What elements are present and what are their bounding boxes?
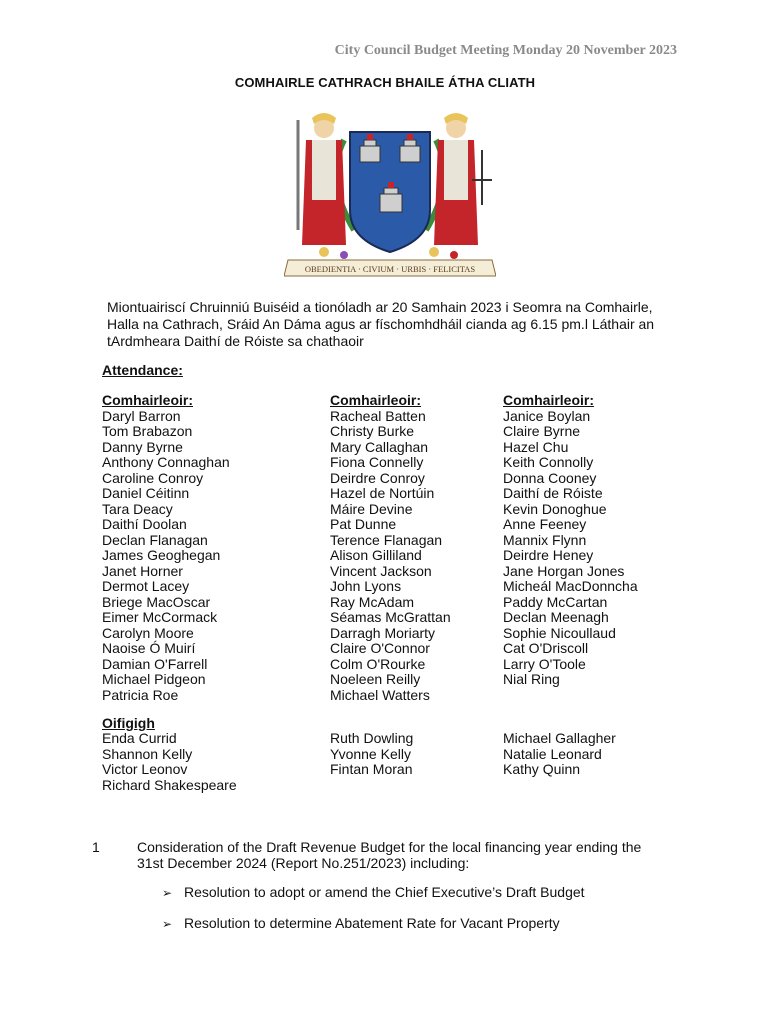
attendee-name: Declan Flanagan bbox=[102, 531, 208, 548]
attendee-name: Daithí Doolan bbox=[102, 516, 187, 532]
attendee-name: Briege MacOscar bbox=[102, 593, 211, 610]
attendee-name: Darragh Moriarty bbox=[330, 624, 436, 641]
official-name: Natalie Leonard bbox=[503, 745, 602, 762]
attendee-name: Damian O'Farrell bbox=[102, 655, 208, 672]
attendee-name: Pat Dunne bbox=[330, 516, 397, 532]
attendee-name: Keith Connolly bbox=[503, 454, 594, 470]
official-name: Richard Shakespeare bbox=[102, 776, 237, 793]
attendee-name: Patricia Roe bbox=[102, 686, 179, 703]
agenda-bullet bbox=[162, 884, 585, 900]
attendee-name: Tom Brabazon bbox=[102, 423, 193, 439]
attendee-name: Cat O'Driscoll bbox=[503, 640, 589, 656]
officials-heading: Oifigigh bbox=[102, 715, 155, 731]
attendee-name: Sophie Nicoullaud bbox=[503, 624, 616, 641]
arrow-bullet-icon: ➢ bbox=[162, 886, 173, 900]
official-name: Ruth Dowling bbox=[330, 730, 414, 746]
attendee-name: Declan Meenagh bbox=[503, 609, 609, 625]
attendee-name: Michael Watters bbox=[330, 686, 430, 703]
attendee-name: Ray McAdam bbox=[330, 593, 415, 610]
attendee-name: Hazel de Nortúin bbox=[330, 485, 435, 501]
attendee-name: Janice Boylan bbox=[503, 407, 591, 424]
attendance-column-2 bbox=[330, 393, 451, 703]
column-heading: Comhairleoir: bbox=[503, 392, 595, 408]
attendee-name: Naoise Ó Muirí bbox=[102, 640, 196, 656]
attendee-name: Daniel Céitinn bbox=[102, 485, 190, 501]
officials-column-1 bbox=[102, 731, 237, 793]
official-name: Michael Gallagher bbox=[503, 730, 616, 746]
attendee-name: Carolyn Moore bbox=[102, 624, 194, 641]
attendee-name: Larry O'Toole bbox=[503, 655, 586, 672]
column-heading: Comhairleoir: bbox=[330, 392, 422, 408]
attendee-name: Deirdre Heney bbox=[503, 547, 594, 563]
bullet-text: Resolution to adopt or amend the Chief Executive’s Draft Budget bbox=[184, 884, 585, 900]
bullet-text: Resolution to determine Abatement Rate for Vacant Property bbox=[184, 915, 560, 931]
attendee-name: Daryl Barron bbox=[102, 407, 181, 424]
attendee-name: Racheal Batten bbox=[330, 407, 426, 424]
attendee-name: Noeleen Reilly bbox=[330, 671, 421, 687]
attendance-column-3 bbox=[503, 393, 638, 688]
attendee-name: Dermot Lacey bbox=[102, 578, 190, 594]
attendee-name: Séamas McGrattan bbox=[330, 609, 451, 625]
attendee-name: Jane Horgan Jones bbox=[503, 562, 625, 579]
attendee-name: Deirdre Conroy bbox=[330, 469, 425, 486]
attendee-name: Kevin Donoghue bbox=[503, 500, 607, 517]
official-name: Victor Leonov bbox=[102, 761, 188, 777]
council-title: COMHAIRLE CATHRACH BHAILE ÁTHA CLIATH bbox=[234, 75, 536, 90]
attendee-name: Tara Deacy bbox=[102, 500, 173, 517]
attendee-name: Donna Cooney bbox=[503, 469, 597, 486]
attendee-name: Christy Burke bbox=[330, 423, 415, 439]
attendee-name: Claire Byrne bbox=[503, 423, 581, 439]
attendee-name: Caroline Conroy bbox=[102, 469, 204, 486]
arrow-bullet-icon: ➢ bbox=[162, 917, 173, 931]
officials-column-2 bbox=[330, 731, 413, 778]
agenda-item-text: Consideration of the Draft Revenue Budget for the local financing year ending the 31st December 2024 (Report No.251/2023) including: bbox=[137, 839, 642, 871]
attendee-name: Paddy McCartan bbox=[503, 593, 608, 610]
attendee-name: Daithí de Róiste bbox=[503, 485, 603, 501]
official-name: Enda Currid bbox=[102, 730, 177, 746]
attendee-name: Eimer McCormack bbox=[102, 609, 218, 625]
attendee-name: Vincent Jackson bbox=[330, 562, 432, 579]
attendee-name: Nial Ring bbox=[503, 671, 560, 687]
attendee-name: Anne Feeney bbox=[503, 516, 587, 532]
attendee-name: Terence Flanagan bbox=[330, 531, 443, 548]
attendee-name: Alison Gilliland bbox=[330, 547, 422, 563]
attendee-name: John Lyons bbox=[330, 578, 402, 594]
official-name: Fintan Moran bbox=[330, 761, 413, 777]
intro-paragraph: Miontuairiscí Chruinniú Buiséid a tionóladh ar 20 Samhain 2023 i Seomra na Comhairle, Halla na Cathrach, Sráid An Dáma agus ar físchomhdháil cianda ag 6.15 pm.l Láthair an tArdmheara Daithí de Róiste sa chathaoir bbox=[107, 299, 655, 349]
meeting-header: City Council Budget Meeting Monday 20 November 2023 bbox=[334, 43, 677, 58]
attendee-name: Mannix Flynn bbox=[503, 531, 587, 548]
attendance-column-1 bbox=[102, 393, 230, 703]
column-heading: Comhairleoir: bbox=[102, 392, 194, 408]
agenda-bullet bbox=[162, 915, 560, 931]
attendee-name: Michael Pidgeon bbox=[102, 671, 206, 687]
attendee-name: James Geoghegan bbox=[102, 547, 221, 563]
city-crest-logo bbox=[284, 110, 496, 278]
attendee-name: Claire O'Connor bbox=[330, 640, 430, 656]
attendance-heading: Attendance: bbox=[102, 362, 183, 378]
attendee-name: Máire Devine bbox=[330, 500, 413, 517]
official-name: Shannon Kelly bbox=[102, 745, 193, 762]
attendee-name: Hazel Chu bbox=[503, 438, 569, 455]
attendee-name: Mary Callaghan bbox=[330, 438, 429, 455]
attendee-name: Danny Byrne bbox=[102, 438, 183, 455]
attendee-name: Janet Horner bbox=[102, 562, 183, 579]
attendee-name: Anthony Connaghan bbox=[102, 454, 230, 470]
crest-motto: OBEDIENTIA · CIVIUM · URBIS · FELICITAS bbox=[304, 264, 476, 274]
official-name: Kathy Quinn bbox=[503, 761, 581, 777]
official-name: Yvonne Kelly bbox=[330, 745, 411, 762]
attendee-name: Fiona Connelly bbox=[330, 454, 424, 470]
agenda-item-number: 1 bbox=[92, 839, 100, 855]
officials-column-3 bbox=[503, 731, 616, 778]
attendee-name: Micheál MacDonncha bbox=[503, 578, 638, 594]
attendee-name: Colm O'Rourke bbox=[330, 655, 426, 672]
